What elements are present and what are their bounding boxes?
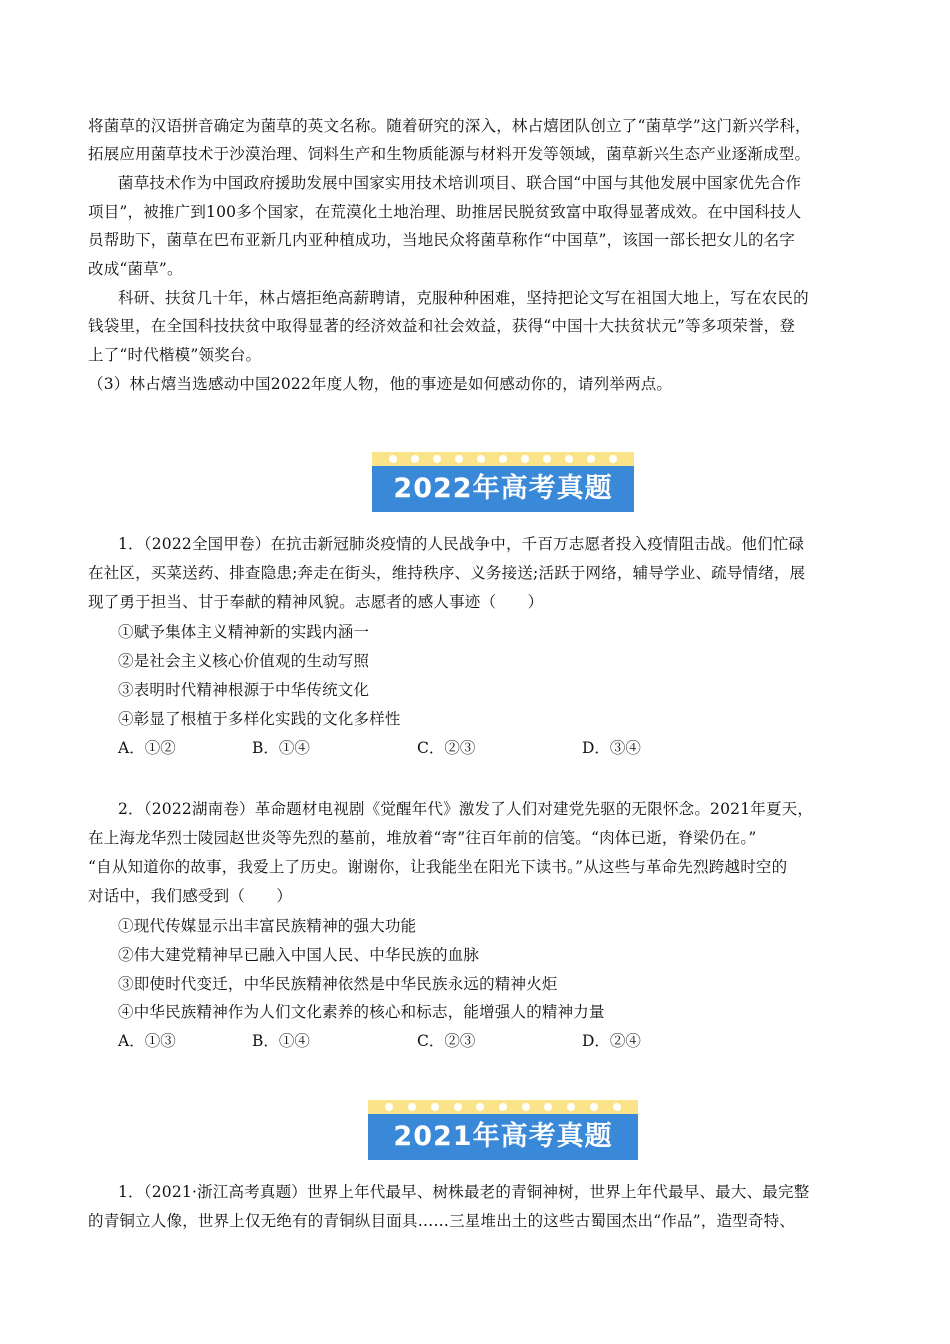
question-stem-line: 在社区，买菜送药、排查隐患;奔走在街头，维持秩序、义务接送;活跃于网络，辅导学业、疏导情绪，展: [88, 564, 806, 582]
banner-dots: [372, 455, 634, 463]
question-stem-line: 现了勇于担当、甘于奉献的精神风貌。志愿者的感人事迹（ ）: [88, 593, 544, 611]
banner-title: 2021年高考真题: [368, 1114, 638, 1160]
question-stem-line: 的青铜立人像，世界上仅无绝有的青铜纵目面具……三星堆出土的这些古蜀国杰出“作品”，造型奇特、: [88, 1212, 796, 1230]
question-item: ①赋予集体主义精神新的实践内涵一: [118, 623, 370, 641]
section-banner-2021: [368, 1100, 638, 1160]
question-stem-line: 1．（2021·浙江高考真题）世界上年代最早、树株最老的青铜神树，世界上年代最早、最大、最完整: [118, 1183, 810, 1201]
option-b[interactable]: B．①④: [252, 1032, 310, 1050]
section-banner-2022: [372, 452, 634, 512]
question-stem-line: 在上海龙华烈士陵园赵世炎等先烈的墓前，堆放着“寄”往百年前的信笺。“肉体已逝，脊梁仍在。”: [88, 829, 757, 847]
question-item: ③表明时代精神根源于中华传统文化: [118, 681, 370, 699]
option-c[interactable]: C．②③: [417, 739, 476, 757]
question-item: ②伟大建党精神早已融入中国人民、中华民族的血脉: [118, 946, 480, 964]
option-c[interactable]: C．②③: [417, 1032, 476, 1050]
passage-line: 将菌草的汉语拼音确定为菌草的英文名称。随着研究的深入，林占熺团队创立了“菌草学”这门新兴学科，: [88, 117, 811, 135]
question-item: ①现代传媒显示出丰富民族精神的强大功能: [118, 917, 417, 935]
passage-line: 菌草技术作为中国政府援助发展中国家实用技术培训项目、联合国“中国与其他发展中国家优先合作: [118, 174, 802, 192]
option-b[interactable]: B．①④: [252, 739, 310, 757]
question-item: ③即使时代变迁，中华民族精神依然是中华民族永远的精神火炬: [118, 975, 558, 993]
banner-dots: [368, 1103, 638, 1111]
question-3-line: （3）林占熺当选感动中国2022年度人物，他的事迹是如何感动你的，请列举两点。: [88, 375, 673, 393]
option-a[interactable]: A．①②: [118, 739, 176, 757]
passage-line: 改成“菌草”。: [88, 260, 183, 278]
passage-line: 钱袋里，在全国科技扶贫中取得显著的经济效益和社会效益，获得“中国十大扶贫状元”等多项荣誉，登: [88, 317, 796, 335]
question-item: ④中华民族精神作为人们文化素养的核心和标志，能增强人的精神力量: [118, 1003, 605, 1021]
option-d[interactable]: D．③④: [582, 739, 641, 757]
passage-line: 拓展应用菌草技术于沙漠治理、饲料生产和生物质能源与材料开发等领域，菌草新兴生态产业逐渐成型。: [88, 145, 811, 163]
passage-line: 上了“时代楷模”领奖台。: [88, 346, 262, 364]
question-stem-line: “自从知道你的故事，我爱上了历史。谢谢你，让我能坐在阳光下读书。”从这些与革命先烈跨越时空的: [88, 858, 788, 876]
banner-title: 2022年高考真题: [372, 466, 634, 512]
question-item: ②是社会主义核心价值观的生动写照: [118, 652, 370, 670]
option-d[interactable]: D．②④: [582, 1032, 641, 1050]
question-stem-line: 2．（2022湖南卷）革命题材电视剧《觉醒年代》激发了人们对建党先驱的无限怀念。2021年夏天，: [118, 800, 814, 818]
question-item: ④彰显了根植于多样化实践的文化多样性: [118, 710, 401, 728]
passage-line: 科研、扶贫几十年，林占熺拒绝高薪聘请，克服种种困难，坚持把论文写在祖国大地上，写在农民的: [118, 289, 809, 307]
question-stem-line: 1．（2022全国甲卷）在抗击新冠肺炎疫情的人民战争中，千百万志愿者投入疫情阻击战。他们忙碌: [118, 535, 805, 553]
passage-line: 项目”，被推广到100多个国家，在荒漠化土地治理、助推居民脱贫致富中取得显著成效。在中国科技人: [88, 203, 802, 221]
option-a[interactable]: A．①③: [118, 1032, 176, 1050]
passage-line: 员帮助下，菌草在巴布亚新几内亚种植成功，当地民众将菌草称作“中国草”，该国一部长把女儿的名字: [88, 231, 796, 249]
question-stem-line: 对话中，我们感受到（ ）: [88, 887, 293, 905]
